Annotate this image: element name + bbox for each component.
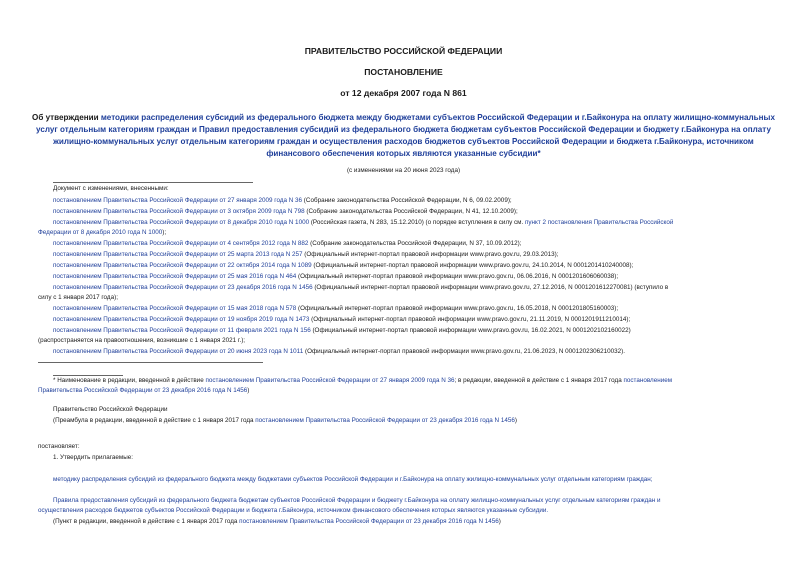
change-link[interactable]: Федерации от 8 декабря 2010 года N 1000 — [38, 229, 163, 236]
list-item-continuation: Федерации от 8 декабря 2010 года N 1000); — [38, 229, 167, 236]
list-item: постановлением Правительства Российской Федерации от 22 октября 2014 года N 1089 (Официальный интернет-портал правовой информации www.pravo.gov.ru, 24.10.2014, N 0001201410240008); — [53, 262, 634, 269]
document-date-number: от 12 декабря 2007 года N 861 — [340, 88, 467, 98]
change-link[interactable]: постановлением Правительства Российской Федерации от 19 ноября 2019 года N 1473 — [53, 316, 310, 323]
change-link[interactable]: постановлением Правительства Российской Федерации от 27 января 2009 года N 36 — [53, 197, 303, 204]
list-item: постановлением Правительства Российской Федерации от 19 ноября 2019 года N 1473 (Официальный интернет-портал правовой информации www.pravo.gov.ru, 21.11.2019, N 0001201911210014); — [53, 316, 631, 323]
change-link[interactable]: постановлением Правительства Российской Федерации от 20 июня 2023 года N 1011 — [53, 348, 304, 355]
footnote-link[interactable]: постановлением — [623, 377, 673, 384]
list-item: постановлением Правительства Российской Федерации от 20 июня 2023 года N 1011 (Официальный интернет-портал правовой информации www.pravo.gov.ru, 21.06.2023, N 0001202306210032). — [53, 348, 625, 355]
revision-note: (с изменениями на 20 июня 2023 года) — [346, 167, 461, 174]
list-item: постановлением Правительства Российской Федерации от 15 мая 2018 года N 578 (Официальный интернет-портал правовой информации www.pravo.gov.ru, 16.05.2018, N 0001201805160003); — [53, 305, 619, 312]
change-link[interactable]: постановлением Правительства Российской Федерации от 22 октября 2014 года N 1089 — [53, 262, 312, 269]
change-link[interactable]: постановлением Правительства Российской Федерации от 3 октября 2009 года N 798 — [53, 208, 305, 215]
document-title — [30, 112, 777, 160]
preamble-heading: Правительство Российской Федерации — [53, 406, 168, 413]
document-type: ПОСТАНОВЛЕНИЕ — [364, 67, 443, 77]
change-link[interactable]: постановлением Правительства Российской Федерации от 4 сентября 2012 года N 882 — [53, 240, 309, 247]
decree-word: постановляет: — [38, 443, 80, 450]
list-item-continuation: силу с 1 января 2017 года); — [38, 294, 118, 301]
change-link[interactable]: постановлением Правительства Российской Федерации от 25 марта 2013 года N 257 — [53, 251, 303, 258]
list-item: постановлением Правительства Российской Федерации от 25 мая 2016 года N 464 (Официальный интернет-портал правовой информации www.pravo.gov.ru, 06.06.2016, N 0001201606060038); — [53, 273, 619, 280]
list-item: постановлением Правительства Российской Федерации от 27 января 2009 года N 36 (Собрание законодательства Российской Федерации, N 6, 09.02.2009); — [53, 197, 512, 204]
preamble-link[interactable]: постановлением Правительства Российской Федерации от 23 декабря 2016 года N 1456 — [255, 417, 515, 424]
title-link[interactable]: методики распределения субсидий из федерального бюджета между бюджетами субъектов Российской Федерации и г.Байконура на оплату жилищно-коммунальных услуг отдельным категориям граждан и Правил предоставления субсидий из федерального бюджета бюджетам субъектов Российской Федерации и бюджету г.Байконура на оплату жилищно-коммунальных услуг отдельным категориям граждан и осуществления расходов бюджетов субъектов Российской Федерации и бюджета г.Байконура, источником финансового обеспечения которых являются указанные субсидии* — [36, 113, 775, 158]
list-item: постановлением Правительства Российской Федерации от 3 октября 2009 года N 798 (Собрание законодательства Российской Федерации, N 41, 12.10.2009); — [53, 208, 518, 215]
change-link[interactable]: постановлением Правительства Российской Федерации от 25 мая 2016 года N 464 — [53, 273, 297, 280]
change-link[interactable]: постановлением Правительства Российской Федерации от 11 февраля 2021 года N 156 — [53, 327, 311, 334]
list-item: постановлением Правительства Российской Федерации от 4 сентября 2012 года N 882 (Собрание законодательства Российской Федерации, N 37, 10.09.2012); — [53, 240, 522, 247]
list-item: постановлением Правительства Российской Федерации от 23 декабря 2016 года N 1456 (Официальный интернет-портал правовой информации www.pravo.gov.ru, 27.12.2016, N 0001201612270081) (вступило в — [53, 284, 669, 291]
government-heading: ПРАВИТЕЛЬСТВО РОССИЙСКОЙ ФЕДЕРАЦИИ — [304, 46, 503, 56]
change-link[interactable]: пункт 2 постановления Правительства Российской — [525, 219, 674, 226]
title-prefix: Об утверждении — [32, 113, 101, 122]
rules-link[interactable]: Правила предоставления субсидий из федерального бюджета бюджетам субъектов Российской Федерации и бюджету г.Байконура на оплату жилищно-коммунальных услуг отдельным категориям граждан и — [53, 497, 661, 504]
methodology-link[interactable]: методику распределения субсидий из федерального бюджета между бюджетами субъектов Российской Федерации и г.Байконура на оплату жилищно-коммунальных услуг отдельным категориям граждан; — [53, 476, 653, 483]
rules-link-continuation[interactable]: осуществления расходов бюджетов субъектов Российской Федерации и бюджета г.Байконура, источником финансового обеспечения которых являются указанные субсидии. — [38, 507, 549, 514]
list-item: постановлением Правительства Российской Федерации от 8 декабря 2010 года N 1000 (Российская газета, N 283, 15.12.2010) (о порядке вступления в силу см. пункт 2 постановления Правительства Российской — [53, 219, 674, 226]
footnote-link[interactable]: постановлением Правительства Российской Федерации от 27 января 2009 года N 36 — [205, 377, 455, 384]
change-link[interactable]: постановлением Правительства Российской Федерации от 15 мая 2018 года N 578 — [53, 305, 297, 312]
changes-heading: Документ с изменениями, внесенными: — [53, 185, 169, 192]
document-page: ПРАВИТЕЛЬСТВО РОССИЙСКОЙ ФЕДЕРАЦИИ ПОСТАНОВЛЕНИЕ от 12 декабря 2007 года N 861 Об утверждении методики распределения субсидий из федерального бюджета между бюджетами субъектов Российской Федерации и г.Байконура на оплату жилищно-коммунальных услуг отдельным категориям граждан и Правил предоставления субсидий из федерального бюджета бюджетам субъектов Российской Федерации и бюджету г.Байконура на оплату жилищно-коммунальных услуг отдельным категориям граждан и осуществления расходов бюджетов субъектов Российской Федерации и бюджета г.Байконура, источником финансового обеспечения которых являются указанные субсидии* (с изменениями на 20 июня 2023 года) Документ с изменениями, внесенными: постановлением Правительства Российской Федерации от 27 января 2009 года N 36 (Собрание законодательства Российской Федерации, N 6, 09.02.2009); постановлением Правительства Российской Федерации от 3 октября 2009 года N 798 (Собрание законодательства Российской Федерации, N 41, 12.10.2009); постановлением Правительства Российской Федерации от 8 декабря 2010 года N 1000 (Российская газета, N 283, 15.12.2010) (о порядке вступления в силу см. пункт 2 постановления Правительства Российской Федерации от 8 декабря 2010 года N 1000); постановлением Правительства Российской Федерации от 4 сентября 2012 года N 882 (Собрание законодательства Российской Федерации, N 37, 10.09.2012); постановлением Правительства Российской Федерации от 25 марта 2013 года N 257 (Официальный интернет-портал правовой информации www.pravo.gov.ru, 29.03.2013); постановлением Правительства Российской Федерации от 22 октября 2014 года N 1089 (Официальный интернет-портал правовой информации www.pravo.gov.ru, 24.10.2014, N 0001201410240008); постановлением Правительства Российской Федерации от 25 мая 2016 года N 464 (Официальный интернет-портал правовой информации www.pravo.gov.ru, 06.06.2016, N 0001201606060038); постановлением Правительства Российской Федерации от 23 декабря 2016 года N 1456 (Официальный интернет-портал правовой информации www.pravo.gov.ru, 27.12.2016, N 0001201612270081) (вступило в силу с 1 января 2017 года); постановлением Правительства Российской Федерации от 15 мая 2018 года N 578 (Официальный интернет-портал правовой информации www.pravo.gov.ru, 16.05.2018, N 0001201805160003); постановлением Правительства Российской Федерации от 19 ноября 2019 года N 1473 (Официальный интернет-портал правовой информации www.pravo.gov.ru, 21.11.2019, N 0001201911210014); постановлением Правительства Российской Федерации от 11 февраля 2021 года N 156 (Официальный интернет-портал правовой информации www.pravo.gov.ru, 16.02.2021, N 0001202102160022) (распространяется на правоотношения, возникшие с 1 января 2021 г.); постановлением Правительства Российской Федерации от 20 июня 2023 года N 1011 (Официальный интернет-портал правовой информации www.pravo.gov.ru, 21.06.2023, N 0001202306210032). * Наименование в редакции, введенной в действие постановлением Правительства Российской Федерации от 27 января 2009 года N 36; в редакции, введенной в действие с 1 января 2017 года постановлением Правительства Российской Федерации от 23 декабря 2016 года N 1456) Правительство Российской Федерации (Преамбула в редакции, введенной в действие с 1 января 2017 года постановлением Правительства Российской Федерации от 23 декабря 2016 года N 1456) постановляет: 1. Утвердить прилагаемые: методику распределения субсидий из федерального бюджета между бюджетами субъектов Российской Федерации и г.Байконура на оплату жилищно-коммунальных услуг отдельным категориям граждан; Правила предоставления субсидий из федерального бюджета бюджетам субъектов Российской Федерации и бюджету г.Байконура на оплату жилищно-коммунальных услуг отдельным категориям граждан и осуществления расходов бюджетов субъектов Российской Федерации и бюджета г.Байконура, источником финансового обеспечения которых являются указанные субсидии. (Пункт в редакции, введенной в действие с 1 января 2017 года постановлением Правительства Российской Федерации от 23 декабря 2016 года N 1456) — [0, 0, 807, 571]
divider-top — [53, 182, 253, 183]
footnote-link[interactable]: Правительства Российской Федерации от 23 декабря 2016 года N 1456 — [38, 387, 248, 394]
divider-middle — [38, 362, 263, 363]
list-item: постановлением Правительства Российской Федерации от 11 февраля 2021 года N 156 (Официальный интернет-портал правовой информации www.pravo.gov.ru, 16.02.2021, N 0001202102160022) — [53, 327, 631, 334]
preamble-note: (Преамбула в редакции, введенной в действие с 1 января 2017 года постановлением Правительства Российской Федерации от 23 декабря 2016 года N 1456) — [53, 417, 517, 424]
note-link[interactable]: постановлением Правительства Российской Федерации от 23 декабря 2016 года N 1456 — [239, 518, 499, 525]
list-item: постановлением Правительства Российской Федерации от 25 марта 2013 года N 257 (Официальный интернет-портал правовой информации www.pravo.gov.ru, 29.03.2013); — [53, 251, 559, 258]
change-link[interactable]: постановлением Правительства Российской Федерации от 8 декабря 2010 года N 1000 — [53, 219, 310, 226]
item-1-note: (Пункт в редакции, введенной в действие с 1 января 2017 года постановлением Правительства Российской Федерации от 23 декабря 2016 года N 1456) — [53, 518, 501, 525]
list-item-continuation: (распространяется на правоотношения, возникшие с 1 января 2021 г.); — [38, 337, 246, 344]
item-1: 1. Утвердить прилагаемые: — [53, 454, 133, 461]
change-link[interactable]: постановлением Правительства Российской Федерации от 23 декабря 2016 года N 1456 — [53, 284, 313, 291]
